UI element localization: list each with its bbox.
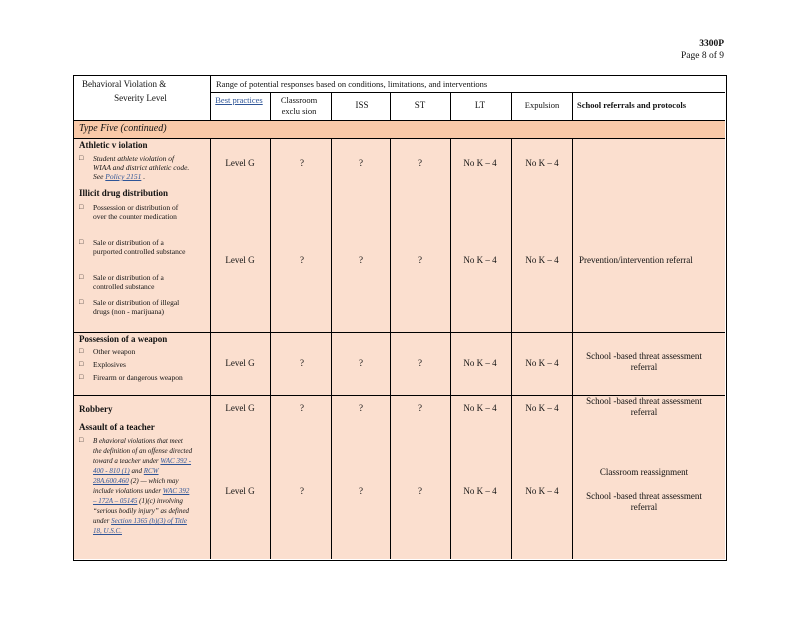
- assault-st: ?: [418, 486, 422, 496]
- divider: [331, 92, 332, 120]
- wac-392-400-810-link[interactable]: WAC 392 - 400 - 810 (1): [93, 457, 192, 475]
- illicit-classroom: ?: [300, 255, 304, 265]
- robbery-expulsion: No K – 4: [525, 403, 559, 413]
- divider: [450, 92, 451, 120]
- weapon-item-3: □ Firearm or dangerous weapon: [79, 373, 183, 382]
- bullet-icon: □: [79, 273, 84, 281]
- col-lt: LT: [474, 100, 486, 110]
- robbery-title: Robbery: [79, 404, 113, 414]
- divider: [74, 332, 725, 333]
- illicit-item-3: □ Sale or distribution of a controlled substance: [79, 273, 164, 291]
- athletic-title: Athletic v iolation: [79, 140, 148, 150]
- type-five-label: Type Five (continued): [79, 123, 167, 134]
- athletic-lt: No K – 4: [463, 158, 497, 168]
- divider: [74, 120, 725, 121]
- athletic-iss: ?: [359, 158, 363, 168]
- weapon-item-1: □ Other weapon: [79, 347, 136, 356]
- robbery-classroom: ?: [300, 403, 304, 413]
- bullet-icon: □: [79, 373, 84, 381]
- divider: [210, 92, 725, 93]
- divider: [270, 92, 271, 120]
- weapon-expulsion: No K – 4: [525, 358, 559, 368]
- athletic-classroom: ?: [300, 158, 304, 168]
- divider: [210, 76, 211, 120]
- bullet-icon: □: [79, 203, 84, 211]
- athletic-st: ?: [418, 158, 422, 168]
- divider: [210, 138, 211, 559]
- divider: [390, 138, 391, 559]
- col-iss: ISS: [355, 100, 369, 110]
- athletic-level: Level G: [225, 158, 255, 168]
- divider: [270, 138, 271, 559]
- weapon-iss: ?: [359, 358, 363, 368]
- assault-referral-threat: School -based threat assessment referral: [586, 491, 702, 512]
- weapon-level: Level G: [225, 358, 255, 368]
- usc-section-1365-link[interactable]: Section 1365 (h)(3) of Title 18, U.S.C.: [93, 517, 187, 535]
- illicit-iss: ?: [359, 255, 363, 265]
- rcw-28a-600-460-link[interactable]: RCW 28A.600.460: [93, 467, 159, 485]
- illicit-item-4: □ Sale or distribution of illegal drugs (non - marijuana): [79, 298, 180, 316]
- athletic-item: □ Student athlete violation of WIAA and district athletic code. See Policy 2151 .: [79, 154, 190, 181]
- bullet-icon: □: [79, 347, 84, 355]
- assault-iss: ?: [359, 486, 363, 496]
- policy-number: 3300P: [699, 39, 724, 49]
- weapon-st: ?: [418, 358, 422, 368]
- col-expulsion: Expulsion: [524, 100, 560, 110]
- col-best-practices[interactable]: Best practices: [215, 95, 263, 105]
- col-severity: Severity Level: [114, 93, 167, 103]
- col-classroom: Classroom exclu sion: [280, 95, 318, 116]
- illicit-lt: No K – 4: [463, 255, 497, 265]
- bullet-icon: □: [79, 238, 84, 246]
- robbery-referral: School -based threat assessment referral: [586, 396, 702, 417]
- divider: [74, 138, 725, 139]
- assault-expulsion: No K – 4: [525, 486, 559, 496]
- assault-level: Level G: [225, 486, 255, 496]
- weapon-lt: No K – 4: [463, 358, 497, 368]
- robbery-st: ?: [418, 403, 422, 413]
- illicit-item-2: □ Sale or distribution of a purported controlled substance: [79, 238, 186, 256]
- divider: [331, 138, 332, 559]
- bullet-icon: □: [79, 154, 84, 162]
- divider: [511, 138, 512, 559]
- assault-item: □ B ehavioral violations that meet the definition of an offense directed toward a teacher under WAC 392 - 400 - 810 (1) and RCW 28A.600.460 (2) — which may include violations under WAC 392 – 172A – 05145 (1)(c) involving “serious bodily injury” as defined under Section 1365 (h)(3) of Title 18, U.S.C.: [79, 436, 193, 535]
- divider: [572, 138, 573, 559]
- col-st: ST: [414, 100, 426, 110]
- athletic-expulsion: No K – 4: [525, 158, 559, 168]
- weapon-classroom: ?: [300, 358, 304, 368]
- divider: [572, 92, 573, 120]
- illicit-title: Illicit drug distribution: [79, 188, 169, 198]
- assault-classroom: ?: [300, 486, 304, 496]
- policy-2151-link[interactable]: Policy 2151: [105, 172, 142, 181]
- robbery-iss: ?: [359, 403, 363, 413]
- divider: [390, 92, 391, 120]
- col-referrals: School referrals and protocols: [577, 100, 686, 110]
- assault-lt: No K – 4: [463, 486, 497, 496]
- page-number: Page 8 of 9: [680, 51, 724, 61]
- bullet-icon: □: [79, 436, 84, 444]
- illicit-level: Level G: [225, 255, 255, 265]
- assault-referral-reassignment: Classroom reassignment: [599, 467, 689, 477]
- col-behavioral: Behavioral Violation &: [82, 79, 167, 89]
- col-range: Range of potential responses based on conditions, limitations, and interventions: [216, 79, 488, 89]
- wac-392-172a-05145-link[interactable]: WAC 392 – 172A – 05145: [93, 487, 190, 505]
- illicit-expulsion: No K – 4: [525, 255, 559, 265]
- weapon-referral: School -based threat assessment referral: [586, 351, 702, 372]
- divider: [511, 92, 512, 120]
- assault-title: Assault of a teacher: [79, 422, 155, 432]
- illicit-referral: Prevention/intervention referral: [579, 255, 693, 265]
- divider: [74, 395, 725, 396]
- bullet-icon: □: [79, 298, 84, 306]
- illicit-st: ?: [418, 255, 422, 265]
- divider: [450, 138, 451, 559]
- illicit-item-1: □ Possession or distribution of over the counter medication: [79, 203, 179, 221]
- bullet-icon: □: [79, 360, 84, 368]
- weapon-title: Possession of a weapon: [79, 334, 168, 344]
- weapon-item-2: □ Explosives: [79, 360, 126, 369]
- discipline-table: [73, 75, 727, 561]
- robbery-lt: No K – 4: [463, 403, 497, 413]
- robbery-level: Level G: [225, 403, 255, 413]
